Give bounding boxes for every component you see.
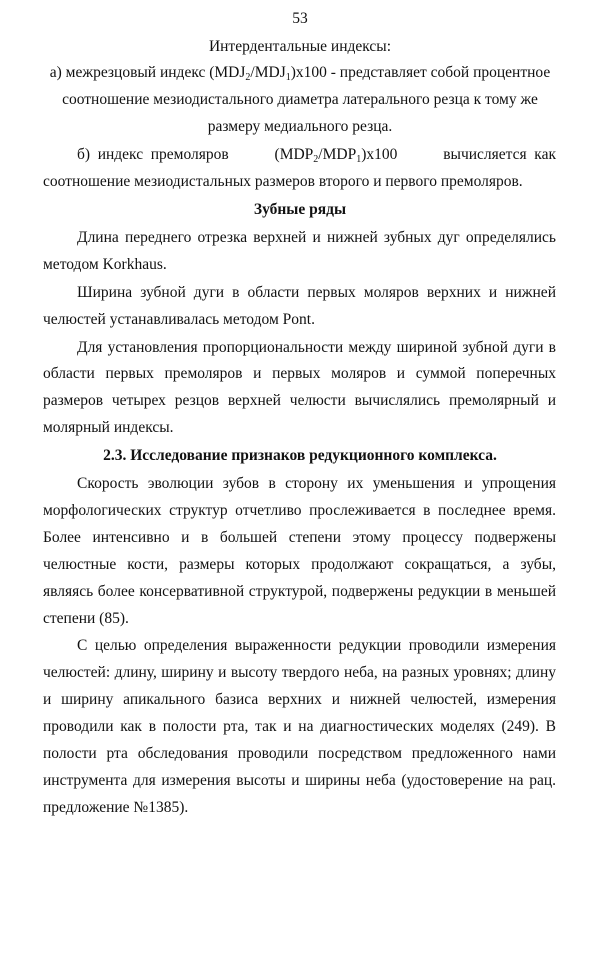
para4-line-3: Более интенсивно и в большей степени этому процессу подвержены bbox=[43, 529, 556, 546]
para3-line-4: молярный индексы. bbox=[43, 419, 174, 436]
para3-line-3: размеров четырех резцов верхней челюсти вычислялись премолярный и bbox=[43, 392, 556, 409]
para5-line-4: проводили как в полости рта, так и на диагностических моделях (249). В bbox=[43, 718, 556, 735]
para4-line-4: челюстные кости, размеры которых продолжают сокращаться, а зубы, bbox=[43, 556, 556, 573]
para5-line-5: полости рта обследования проводили посредством предложенного нами bbox=[43, 745, 556, 762]
item-b-sub-2: 1 bbox=[356, 154, 362, 165]
para3-line-2: области первых премоляров и первых моляров и суммой поперечных bbox=[43, 365, 556, 382]
para5-line-3: и ширину апикального базиса верхних и нижней челюстей, измерения bbox=[43, 691, 556, 708]
para5-line-6: инструмента для измерения высоты и ширины неба (удостоверение на рац. bbox=[43, 772, 556, 789]
para4-line-6: степени (85). bbox=[43, 610, 129, 627]
item-a-text-1: а) межрезцовый индекс (MDJ bbox=[49, 64, 246, 81]
item-b-slash: /MDP bbox=[318, 146, 357, 163]
para2-line-2: челюстей устанавливалась методом Pont. bbox=[43, 311, 315, 328]
item-a-line-3: размеру медиального резца. bbox=[207, 118, 393, 135]
para5-line-1: С целью определения выраженности редукции проводили измерения bbox=[77, 637, 556, 654]
item-a-text-2: )х100 - представляет собой процентное bbox=[290, 64, 551, 81]
dental-rows-heading: Зубные ряды bbox=[253, 201, 347, 218]
item-a-line-1 bbox=[0, 63, 600, 83]
item-b-line-2: соотношение мезиодистальных размеров второго и первого премоляров. bbox=[43, 173, 523, 190]
item-b-sub-1: 2 bbox=[313, 154, 319, 165]
para4-line-2: морфологических структур отчетливо прослеживается в последнее время. bbox=[43, 502, 556, 519]
item-b-line-1 bbox=[77, 145, 556, 165]
item-a-line-2: соотношение мезиодистального диаметра латерального резца к тому же bbox=[62, 91, 538, 108]
para4-line-5: являясь более консервативной структурой, подвержены редукции в меньшей bbox=[43, 583, 556, 600]
para3-line-1: Для установления пропорциональности между шириной зубной дуги в bbox=[77, 339, 556, 356]
page-number: 53 bbox=[292, 10, 308, 27]
item-a-slash: /MDJ bbox=[250, 64, 286, 81]
item-a-sub-2: 1 bbox=[285, 72, 291, 83]
para5-line-7: предложение №1385). bbox=[43, 799, 189, 816]
item-b-text-1: б) индекс премоляров (MDP bbox=[77, 146, 314, 163]
para1-line-2: методом Korkhaus. bbox=[43, 256, 167, 273]
para4-line-1: Скорость эволюции зубов в сторону их уменьшения и упрощения bbox=[77, 475, 556, 492]
para2-line-1: Ширина зубной дуги в области первых моляров верхних и нижней bbox=[77, 284, 556, 301]
section-heading: 2.3. Исследование признаков редукционного комплекса. bbox=[103, 447, 497, 464]
para5-line-2: челюстей: длину, ширину и высоту твердого неба, на разных уровнях; длину bbox=[43, 664, 556, 681]
indices-heading: Интердентальные индексы: bbox=[208, 38, 392, 55]
item-a-sub-1: 2 bbox=[245, 72, 251, 83]
para1-line-1: Длина переднего отрезка верхней и нижней зубных дуг определялись bbox=[77, 229, 556, 246]
item-b-text-2: )х100 вычисляется как bbox=[361, 146, 556, 163]
